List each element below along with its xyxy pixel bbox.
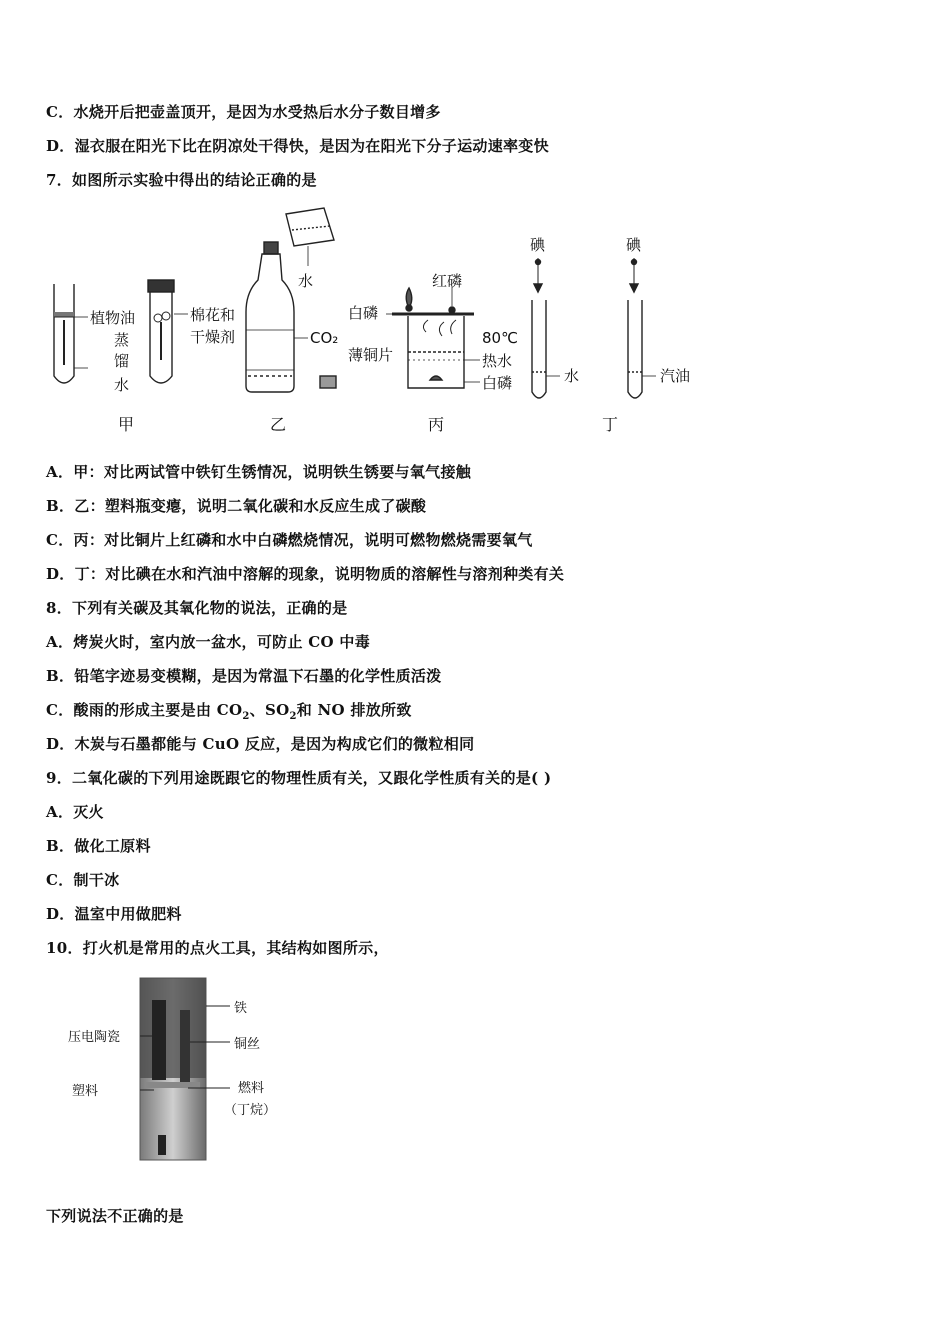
option-9c: C．制干冰 [46, 871, 120, 889]
option-6d: D．湿衣服在阳光下比在阴凉处干得快，是因为在阳光下分子运动速率变快 [46, 137, 549, 155]
label-copper-wire: 铜丝 [234, 1037, 261, 1052]
figure-7-experiments [40, 200, 730, 445]
question-10: 10．打火机是常用的点火工具，其结构如图所示， [46, 939, 389, 957]
question-8: 8．下列有关碳及其氧化物的说法，正确的是 [46, 599, 348, 617]
option-8b: B．铅笔字迹易变模糊，是因为常温下石墨的化学性质活泼 [46, 667, 442, 685]
experiment-yi [246, 208, 339, 392]
label-butane: （丁烷） [224, 1103, 277, 1118]
option-8c-mid: 、SO [249, 701, 290, 719]
experiment-ding [532, 258, 656, 398]
option-8a: A．烤炭火时，室内放一盆水，可防止 CO 中毒 [46, 633, 370, 651]
label-copper-sheet: 薄铜片 [348, 346, 394, 364]
option-8c-pre: C．酸雨的形成主要是由 CO [46, 701, 243, 719]
label-temperature: 80℃ [482, 329, 518, 347]
label-distilled-3: 水 [114, 376, 130, 394]
option-8d: D．木炭与石墨都能与 CuO 反应，是因为构成它们的微粒相同 [46, 735, 475, 753]
label-gasoline: 汽油 [660, 367, 691, 385]
caption-ding: 丁 [602, 415, 619, 434]
label-white-phosphorus: 白磷 [348, 304, 379, 322]
option-9a: A．灭火 [46, 803, 104, 821]
option-8c-post: 和 NO 排放所致 [296, 701, 412, 719]
question-10-statement: 下列说法不正确的是 [46, 1207, 184, 1225]
option-7d: D．丁：对比碘在水和汽油中溶解的现象，说明物质的溶解性与溶剂种类有关 [46, 565, 565, 583]
label-red-phosphorus: 红磷 [432, 272, 463, 290]
option-9b: B．做化工原料 [46, 837, 151, 855]
label-plastic: 塑料 [72, 1084, 99, 1099]
option-7b: B．乙：塑料瓶变瘪，说明二氧化碳和水反应生成了碳酸 [46, 497, 427, 515]
experiment-bing [386, 286, 480, 388]
lighter-body [140, 978, 206, 1160]
label-water-ding: 水 [564, 367, 580, 385]
option-9d: D．温室中用做肥料 [46, 905, 182, 923]
label-cotton-desiccant-2: 干燥剂 [190, 328, 236, 346]
label-oil: 植物油 [90, 309, 136, 327]
caption-jia: 甲 [118, 415, 135, 434]
question-7: 7．如图所示实验中得出的结论正确的是 [46, 171, 317, 189]
option-7c: C．丙：对比铜片上红磷和水中白磷燃烧情况，说明可燃物燃烧需要氧气 [46, 531, 533, 549]
label-water-yi: 水 [298, 272, 314, 290]
label-iodine-2: 碘 [626, 236, 642, 254]
label-iodine-1: 碘 [530, 236, 546, 254]
option-8c [46, 700, 412, 727]
label-hot-water: 热水 [482, 352, 513, 370]
label-distilled-1: 蒸 [114, 331, 130, 349]
label-distilled-2: 馏 [114, 352, 130, 370]
label-iron: 铁 [234, 1001, 248, 1016]
question-9: 9．二氧化碳的下列用途既跟它的物理性质有关，又跟化学性质有关的是( ) [46, 769, 552, 787]
label-co2: CO₂ [310, 329, 339, 347]
label-ceramic: 压电陶瓷 [68, 1030, 121, 1045]
label-white-phosphorus-2: 白磷 [482, 374, 513, 392]
caption-bing: 丙 [428, 415, 445, 434]
option-8c-sub1: 2 [242, 711, 250, 722]
caption-yi: 乙 [270, 415, 287, 434]
option-8c-sub2: 2 [289, 711, 297, 722]
label-fuel: 燃料 [238, 1081, 265, 1096]
figure-10-lighter [60, 970, 300, 1165]
option-7a: A．甲：对比两试管中铁钉生锈情况，说明铁生锈要与氧气接触 [46, 463, 472, 481]
label-cotton-desiccant-1: 棉花和 [190, 306, 236, 324]
option-6c: C．水烧开后把壶盖顶开，是因为水受热后水分子数目增多 [46, 103, 441, 121]
